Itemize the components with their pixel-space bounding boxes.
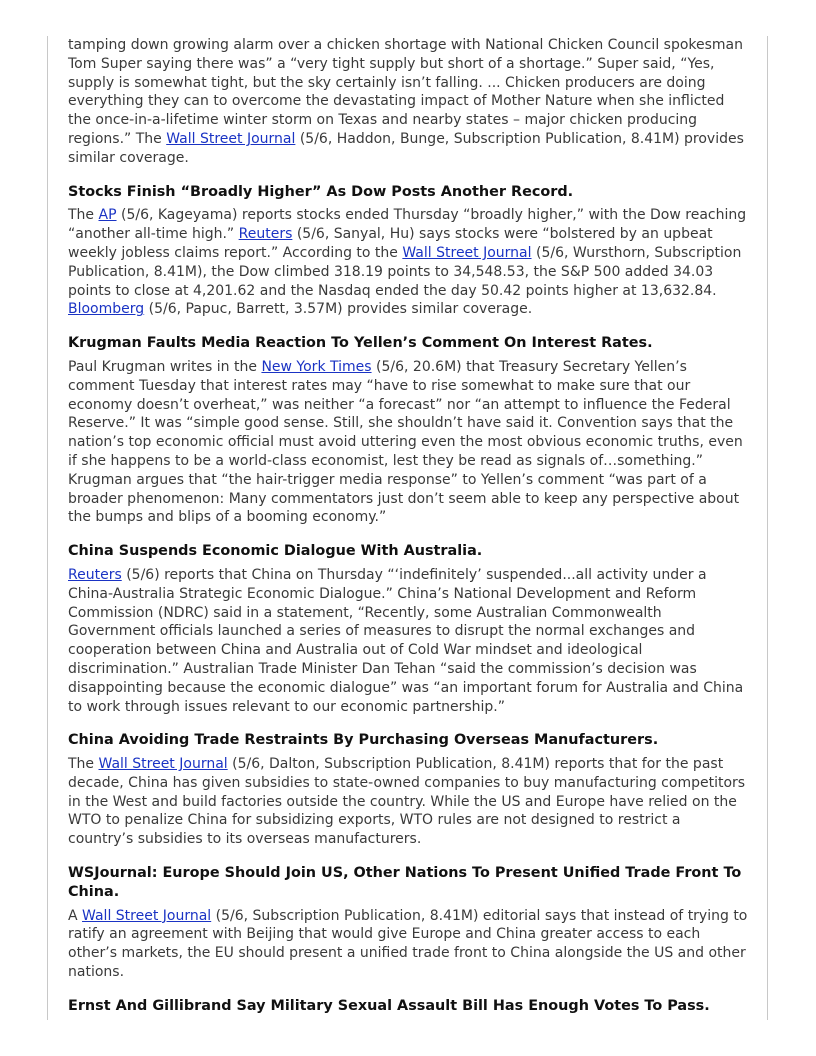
article-text: (5/6, Dalton, Subscription Publication, 8.41M) reports that for the past decade, China has given subsidies to state-owned companies to buy manufacturing competitors in the West and build factories outside the country. While the US and Europe have relied on the WTO to penalize China for subsidizing exports, WTO rules are not designed to restrict a country’s subsidies to its overseas manufacturers. — [68, 756, 746, 848]
article-text: (5/6, Wursthorn, Subscription Publication, 8.41M), the Dow climbed 318.19 points to 34,548.53, the S&P 500 added 34.03 points to close at 4,201.62 and the Nasdaq ended the day 50.42 points higher at 13,632.84. — [68, 244, 742, 299]
article-text: (5/6, Kageyama) reports stocks ended Thursday “broadly higher,” with the Dow reaching “another all-time high.” — [68, 207, 747, 243]
article-text: (5/6, Haddon, Bunge, Subscription Publication, 8.41M) provides similar coverage. — [68, 130, 744, 166]
source-link-wall-street-journal[interactable]: Wall Street Journal — [98, 756, 228, 773]
article-body — [68, 36, 748, 168]
article-text: The — [68, 756, 99, 773]
source-link-reuters[interactable]: Reuters — [68, 566, 122, 583]
article-headline: China Suspends Economic Dialogue With Australia. — [68, 543, 483, 560]
source-link-wall-street-journal[interactable]: Wall Street Journal — [166, 130, 296, 147]
article-body — [68, 358, 748, 527]
article-text: (5/6, Subscription Publication, 8.41M) editorial says that instead of trying to ratify an agreement with Beijing that would give Europe and China greater access to each other’s markets, the EU should present a unified trade front to China alongside the US and other nations. — [68, 907, 748, 981]
article-headline: Ernst And Gillibrand Say Military Sexual Assault Bill Has Enough Votes To Pass. — [68, 997, 710, 1014]
article-text: A — [68, 907, 83, 924]
source-link-bloomberg[interactable]: Bloomberg — [68, 301, 145, 318]
article-text: tamping down growing alarm over a chicken shortage with National Chicken Council spokesman Tom Super saying there was” a “very tight supply but short of a shortage.” Super said, “Yes, supply is somewhat tight, but the sky certainly isn’t falling. ... Chicken producers are doing everything they can to overcome the devastating impact of Mother Nature when she inflicted the once-in-a-lifetime winter storm on Texas and nearby states – major chicken producing regions.” The — [68, 37, 744, 147]
source-link-new-york-times[interactable]: New York Times — [261, 358, 372, 375]
article-headline: China Avoiding Trade Restraints By Purchasing Overseas Manufacturers. — [68, 732, 659, 749]
article — [68, 716, 748, 849]
article — [68, 982, 748, 1016]
source-link-ap[interactable]: AP — [98, 207, 117, 224]
source-link-wall-street-journal[interactable]: Wall Street Journal — [402, 244, 532, 261]
article — [68, 36, 748, 168]
article-headline: Krugman Faults Media Reaction To Yellen’s Comment On Interest Rates. — [68, 335, 653, 352]
article — [68, 849, 748, 982]
article-text: (5/6, Papuc, Barrett, 3.57M) provides similar coverage. — [144, 301, 533, 318]
article-body — [68, 566, 748, 716]
document-page — [47, 36, 768, 1020]
article-body — [68, 206, 748, 319]
article-text: (5/6, 20.6M) that Treasury Secretary Yellen’s comment Tuesday that interest rates may “have to rise somewhat to make sure that our economy doesn’t overheat,” was neither “a forecast” nor “an attempt to influence the Federal Reserve.” It was “simple good sense. Still, she shouldn’t have said it. Convention says that the nation’s top economic official must avoid uttering even the most obvious economic truths, even if she happens to be a world-class economist, lest they be read as signals of…something.” Krugman argues that “the hair-trigger media response” to Yellen’s comment “was part of a broader phenomenon: Many commentators just don’t seem able to keep any perspective about the bumps and blips of a booming economy.” — [68, 358, 743, 526]
article-headline: WSJournal: Europe Should Join US, Other Nations To Present Unified Trade Front To China. — [68, 865, 742, 900]
article-text: Paul Krugman writes in the — [68, 358, 262, 375]
news-briefing-content — [68, 36, 748, 1016]
article-headline: Stocks Finish “Broadly Higher” As Dow Posts Another Record. — [68, 183, 574, 200]
article — [68, 319, 748, 527]
article-text: (5/6) reports that China on Thursday “‘indefinitely’ suspended...all activity under a China-Australia Strategic Economic Dialogue.” China’s National Development and Reform Commission (NDRC) said in a statement, “Recently, some Australian Commonwealth Government officials launched a series of measures to disrupt the normal exchanges and cooperation between China and Australia out of Cold War mindset and ideological discrimination.” Australian Trade Minister Dan Tehan “said the commission’s decision was disappointing because the economic dialogue” was “an important forum for Australia and China to work through issues relevant to our economic partnership.” — [68, 566, 744, 715]
article-text: The — [68, 207, 99, 224]
article-text: (5/6, Sanyal, Hu) says stocks were “bolstered by an upbeat weekly jobless claims report.” According to the — [68, 226, 713, 261]
source-link-reuters[interactable]: Reuters — [238, 226, 293, 243]
article — [68, 527, 748, 716]
source-link-wall-street-journal[interactable]: Wall Street Journal — [82, 907, 212, 924]
article-body — [68, 755, 748, 849]
article — [68, 168, 748, 320]
article-body — [68, 907, 748, 982]
